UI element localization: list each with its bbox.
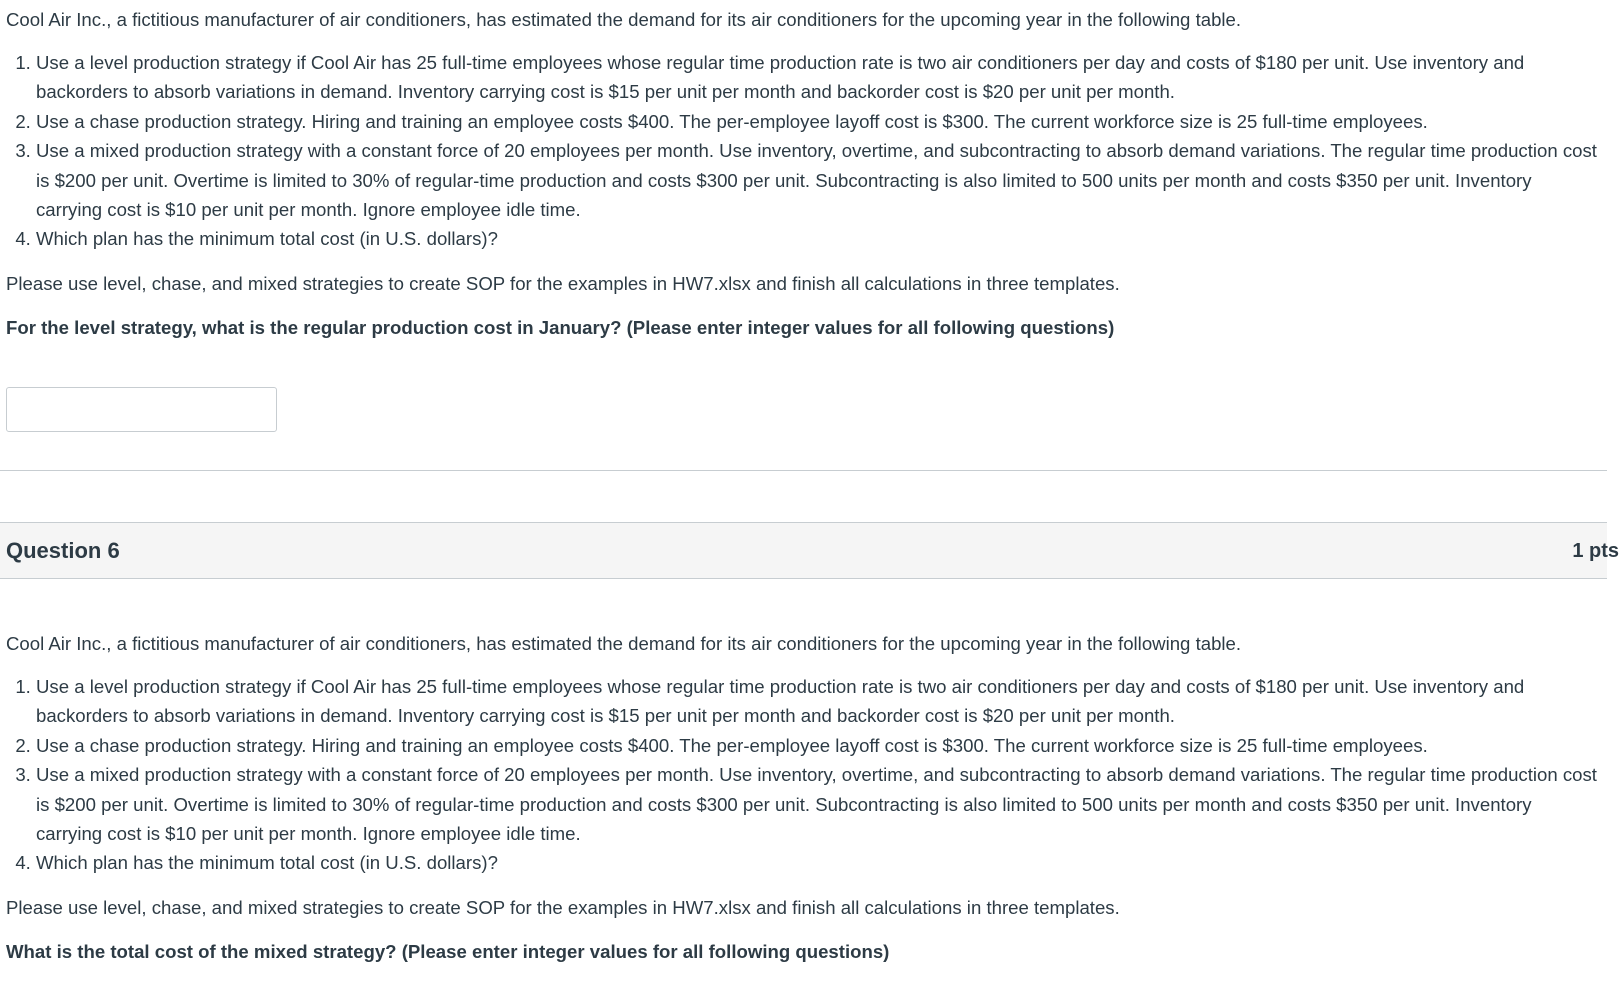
question-6-intro: Cool Air Inc., a fictitious manufacturer of air conditioners, has estimated the demand for its air conditioners for the upcoming year in the following table.	[6, 633, 1242, 654]
question-5-body	[0, 0, 1607, 340]
question-5-part-2: 2. Use a chase production strategy. Hiring and training an employee costs $400. The per-employee layoff cost is $300. The current workforce size is 25 full-time employees.	[36, 107, 1601, 136]
question-6-part-2: 2. Use a chase production strategy. Hiring and training an employee costs $400. The per-employee layoff cost is $300. The current workforce size is 25 full-time employees.	[36, 731, 1601, 760]
question-6-points: 1 pts	[1572, 540, 1619, 562]
question-6-parts-list	[6, 672, 1601, 878]
question-5-parts-list	[6, 48, 1601, 254]
question-6-title: Question 6	[6, 538, 120, 563]
question-5-part-3: 3. Use a mixed production strategy with a constant force of 20 employees per month. Use inventory, overtime, and subcontracting to absorb demand variations. The regular time production cost is $200 per unit. Overtime is limited to 30% of regular-time production and costs $300 per unit. Subcontracting is also limited to 500 units per month and costs $350 per unit. Inventory carrying cost is $10 per unit per month. Ignore employee idle time.	[36, 136, 1601, 224]
question-5-prompt: For the level strategy, what is the regular production cost in January? (Please enter integer values for all following questions)	[6, 316, 1115, 338]
question-5-intro: Cool Air Inc., a fictitious manufacturer of air conditioners, has estimated the demand for its air conditioners for the upcoming year in the following table.	[6, 9, 1242, 30]
question-6-part-4: 4. Which plan has the minimum total cost (in U.S. dollars)?	[36, 848, 1601, 877]
question-5-answer-input[interactable]	[6, 387, 277, 432]
question-6-header	[0, 522, 1619, 579]
question-6-prompt: What is the total cost of the mixed strategy? (Please enter integer values for all following questions)	[6, 940, 890, 962]
question-5-part-1: 1. Use a level production strategy if Cool Air has 25 full-time employees whose regular time production rate is two air conditioners per day and costs of $180 per unit. Use inventory and backorders to absorb variations in demand. Inventory carrying cost is $15 per unit per month and backorder cost is $20 per unit per month.	[36, 48, 1601, 107]
question-6-part-1: 1. Use a level production strategy if Cool Air has 25 full-time employees whose regular time production rate is two air conditioners per day and costs of $180 per unit. Use inventory and backorders to absorb variations in demand. Inventory carrying cost is $15 per unit per month and backorder cost is $20 per unit per month.	[36, 672, 1601, 731]
question-5-instructions: Please use level, chase, and mixed strategies to create SOP for the examples in HW7.xlsx and finish all calculations in three templates.	[6, 272, 1120, 294]
question-5-part-4: 4. Which plan has the minimum total cost (in U.S. dollars)?	[36, 224, 1601, 253]
question-divider	[0, 470, 1607, 471]
question-6-instructions: Please use level, chase, and mixed strategies to create SOP for the examples in HW7.xlsx and finish all calculations in three templates.	[6, 896, 1120, 918]
question-6-part-3: 3. Use a mixed production strategy with a constant force of 20 employees per month. Use inventory, overtime, and subcontracting to absorb demand variations. The regular time production cost is $200 per unit. Overtime is limited to 30% of regular-time production and costs $300 per unit. Subcontracting is also limited to 500 units per month and costs $350 per unit. Inventory carrying cost is $10 per unit per month. Ignore employee idle time.	[36, 760, 1601, 848]
question-6-body	[0, 624, 1607, 964]
